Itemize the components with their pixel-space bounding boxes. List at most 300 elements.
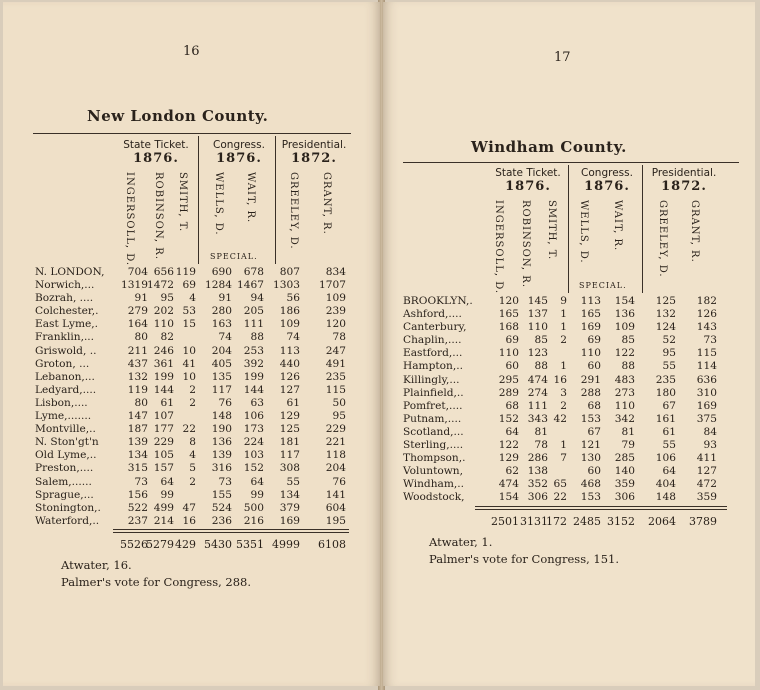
vote-cell: 117 [279,449,300,462]
vote-cell: 499 [153,501,174,514]
table-row [35,331,355,344]
vote-cell: 474 [527,373,548,386]
vote-cell: 88 [534,360,548,373]
vote-cell: 127 [696,465,717,478]
candidate-wells: WELLS, D. [213,172,224,236]
vote-cell: 10 [182,370,196,383]
vote-cell: 1 [560,439,567,452]
candidate-grant: GRANT, R. [321,172,332,235]
vote-cell: 4 [189,292,196,305]
vote-cell: 91 [134,292,148,305]
total-cell: 2064 [648,515,676,528]
vote-cell: 127 [279,383,300,396]
vote-cell: 690 [211,266,232,278]
vote-cell: 235 [325,370,346,383]
table-row [403,478,737,491]
candidate-ingersoll: INGERSOLL, D. [493,200,504,295]
town-name: Lisbon,.... [35,396,88,409]
vote-cell: 74 [218,331,232,344]
vote-cell: 221 [325,436,346,449]
vote-cell: 110 [498,347,519,360]
vote-cell: 229 [325,423,346,436]
total-cell: 5430 [204,538,232,551]
vote-cell: 78 [534,439,548,452]
vote-cell: 64 [662,465,676,478]
totals-rule [475,506,727,507]
vote-cell: 106 [243,410,264,423]
vote-cell: 16 [182,514,196,527]
vote-cell: 2 [189,383,196,396]
town-name: Griswold, .. [35,344,97,357]
vote-cell: 69 [505,334,519,347]
vote-cell: 604 [325,501,346,514]
vote-cell: 310 [696,386,717,399]
vote-cell: 177 [153,423,174,436]
vote-cell: 361 [153,357,174,370]
vote-cell: 113 [580,295,601,307]
table-row [35,318,355,331]
vote-cell: 2 [189,475,196,488]
vote-cell: 110 [527,321,548,334]
vote-cell: 229 [153,436,174,449]
vote-cell: 76 [332,475,346,488]
total-cell: 4999 [272,538,300,551]
vote-cell: 211 [127,344,148,357]
vote-cell: 148 [211,410,232,423]
table-row [403,413,737,426]
candidate-robinson: ROBINSON, R. [153,172,164,261]
vote-cell: 1303 [273,279,300,292]
vote-cell: 95 [332,410,346,423]
vote-cell: 99 [160,488,174,501]
vote-cell: 214 [153,514,174,527]
header-rule [33,133,351,134]
total-cell: 2485 [573,515,601,528]
town-name: Killingly,... [403,373,460,386]
vote-table [403,295,737,505]
vote-cell: 306 [527,491,548,504]
vote-cell: 122 [498,439,519,452]
town-name: Putnam,.... [403,412,462,425]
vote-cell: 169 [580,321,601,334]
total-cell: 5526 [120,538,148,551]
vote-cell: 807 [279,266,300,278]
vote-cell: 132 [127,370,148,383]
column-divider [198,136,199,264]
vote-cell: 41 [182,357,196,370]
vote-cell: 68 [505,399,519,412]
table-row [403,321,737,334]
vote-cell: 106 [655,452,676,465]
table-row [35,266,355,279]
group-header-state-ticket: State Ticket. 1876. [495,167,561,194]
vote-cell: 61 [662,425,676,438]
town-name: Ledyard,.... [35,383,97,396]
total-cell: 3152 [607,515,635,528]
vote-cell: 306 [614,491,635,504]
vote-cell: 115 [696,347,717,360]
vote-cell: 136 [614,308,635,321]
town-name: Franklin,... [35,331,95,344]
vote-cell: 61 [160,396,174,409]
vote-cell: 84 [703,425,717,438]
vote-cell: 69 [182,279,196,292]
vote-cell: 379 [279,501,300,514]
vote-cell: 236 [211,514,232,527]
vote-cell: 286 [527,452,548,465]
vote-cell: 80 [134,396,148,409]
vote-cell: 375 [696,412,717,425]
vote-cell: 182 [696,295,717,307]
total-cell: 5279 [146,538,174,551]
vote-cell: 316 [211,462,232,475]
vote-cell: 124 [655,321,676,334]
vote-cell: 148 [655,491,676,504]
table-row [403,491,737,504]
group-header-state-ticket: State Ticket. 1876. [123,139,189,166]
vote-cell: 82 [160,331,174,344]
vote-cell: 88 [621,360,635,373]
town-name: Groton, ... [35,357,90,370]
vote-cell: 73 [703,334,717,347]
vote-cell: 103 [243,449,264,462]
vote-cell: 64 [505,425,519,438]
table-row [403,347,737,360]
vote-cell: 85 [534,334,548,347]
table-row [35,305,355,318]
vote-cell: 308 [279,462,300,475]
table-row [35,462,355,475]
vote-cell: 411 [696,452,717,465]
vote-cell: 181 [279,436,300,449]
vote-cell: 1472 [147,279,174,292]
totals-row [35,538,355,552]
vote-cell: 22 [553,491,567,504]
page-number: 17 [554,50,571,65]
vote-cell: 119 [127,383,148,396]
vote-cell: 291 [580,373,601,386]
vote-cell: 113 [279,344,300,357]
table-row [403,465,737,478]
vote-cell: 199 [243,370,264,383]
vote-cell: 64 [250,475,264,488]
town-name: East Lyme,. [35,318,98,331]
vote-cell: 53 [182,305,196,318]
vote-cell: 186 [279,305,300,318]
vote-cell: 7 [560,452,567,465]
table-row [403,308,737,321]
town-name: Eastford,... [403,347,463,360]
vote-cell: 1467 [237,279,264,292]
vote-cell: 136 [211,436,232,449]
vote-cell: 315 [127,462,148,475]
vote-cell: 91 [218,292,232,305]
table-row [35,502,355,515]
vote-cell: 154 [614,295,635,307]
vote-cell: 93 [703,439,717,452]
vote-cell: 152 [498,412,519,425]
vote-cell: 1 [560,360,567,373]
town-name: Woodstock, [403,491,465,504]
town-name: Chaplin,.... [403,334,462,347]
candidate-grant: GRANT, R. [689,200,700,263]
vote-cell: 74 [286,331,300,344]
table-row [403,334,737,347]
vote-cell: 120 [498,295,519,307]
vote-cell: 704 [127,266,148,278]
town-name: Voluntown, [403,465,463,478]
vote-cell: 285 [614,452,635,465]
vote-cell: 678 [243,266,264,278]
vote-cell: 237 [127,514,148,527]
vote-cell: 109 [279,318,300,331]
column-divider [568,165,569,293]
note-atwater: Atwater, 16. [61,558,132,572]
vote-cell: 73 [218,475,232,488]
vote-cell: 342 [614,412,635,425]
vote-cell: 247 [325,344,346,357]
vote-cell: 126 [279,370,300,383]
table-row [403,400,737,413]
total-cell: 3131 [520,515,548,528]
vote-cell: 125 [279,423,300,436]
vote-cell: 55 [286,475,300,488]
candidate-robinson: ROBINSON, R. [520,200,531,289]
totals-rule [113,532,349,533]
special-election-label: SPECIAL. [210,252,258,261]
town-name: Sterling,.... [403,439,464,452]
vote-cell: 834 [325,266,346,278]
town-name: Salem,...... [35,475,92,488]
vote-cell: 155 [211,488,232,501]
vote-cell: 135 [211,370,232,383]
special-election-label: SPECIAL. [579,281,627,290]
vote-cell: 79 [621,439,635,452]
vote-cell: 130 [580,452,601,465]
vote-cell: 139 [127,436,148,449]
group-header-congress: Congress. 1876. [213,139,265,166]
vote-cell: 253 [243,344,264,357]
vote-cell: 392 [243,357,264,370]
vote-cell: 5 [189,462,196,475]
vote-cell: 81 [534,425,548,438]
vote-cell: 2 [189,396,196,409]
vote-cell: 107 [153,410,174,423]
vote-cell: 110 [153,318,174,331]
town-name: N. Ston'gt'n [35,436,99,449]
vote-cell: 67 [587,425,601,438]
total-cell: 3789 [689,515,717,528]
vote-cell: 199 [153,370,174,383]
left-page [3,2,380,686]
vote-cell: 169 [279,514,300,527]
column-divider [642,165,643,293]
table-row [35,397,355,410]
vote-cell: 62 [505,465,519,478]
vote-cell: 115 [325,383,346,396]
town-name: Sprague,... [35,488,94,501]
vote-cell: 204 [211,344,232,357]
vote-cell: 274 [527,386,548,399]
vote-cell: 239 [325,305,346,318]
table-row [35,292,355,305]
vote-cell: 15 [182,318,196,331]
totals-row [403,515,737,529]
vote-cell: 405 [211,357,232,370]
group-header-congress: Congress. 1876. [581,167,633,194]
vote-cell: 524 [211,501,232,514]
vote-cell: 1284 [205,279,232,292]
table-row [35,371,355,384]
candidate-smith: SMITH, T. [546,200,557,261]
vote-cell: 169 [696,399,717,412]
total-cell: 429 [175,538,196,551]
table-row [403,452,737,465]
vote-cell: 1 [560,308,567,321]
vote-cell: 153 [580,491,601,504]
vote-cell: 289 [498,386,519,399]
vote-cell: 168 [498,321,519,334]
vote-cell: 205 [243,305,264,318]
vote-cell: 165 [580,308,601,321]
note-palmer: Palmer's vote for Congress, 288. [61,575,252,589]
total-cell: 172 [546,515,567,528]
vote-cell: 180 [655,386,676,399]
town-name: Plainfield,.. [403,386,464,399]
vote-cell: 132 [655,308,676,321]
vote-cell: 129 [279,410,300,423]
vote-cell: 144 [153,383,174,396]
vote-cell: 359 [696,491,717,504]
vote-cell: 64 [160,475,174,488]
town-name: N. LONDON, [35,266,105,278]
vote-cell: 123 [527,347,548,360]
vote-cell: 16 [553,373,567,386]
header-rule [403,162,739,163]
candidate-greeley: GREELEY, D. [288,172,299,250]
group-header-presidential: Presidential. 1872. [651,167,717,194]
vote-cell: 187 [127,423,148,436]
vote-cell: 656 [153,266,174,278]
total-cell: 5351 [236,538,264,551]
vote-cell: 202 [153,305,174,318]
vote-cell: 129 [498,452,519,465]
vote-cell: 1707 [319,279,346,292]
right-page [383,2,755,686]
vote-cell: 118 [325,449,346,462]
candidate-wait: WAIT, R. [612,200,623,252]
town-name: Old Lyme,.. [35,449,97,462]
vote-cell: 76 [218,396,232,409]
vote-cell: 163 [211,318,232,331]
table-row [35,384,355,397]
vote-cell: 121 [580,439,601,452]
vote-cell: 95 [662,347,676,360]
town-name: Pomfret,.... [403,399,463,412]
vote-cell: 122 [614,347,635,360]
vote-cell: 105 [153,449,174,462]
vote-cell: 69 [587,334,601,347]
table-row [35,358,355,371]
totals-rule [475,509,727,510]
vote-cell: 279 [127,305,148,318]
vote-cell: 109 [325,292,346,305]
vote-cell: 173 [243,423,264,436]
vote-cell: 491 [325,357,346,370]
vote-cell: 47 [182,501,196,514]
vote-cell: 153 [580,412,601,425]
vote-cell: 60 [587,465,601,478]
vote-cell: 88 [250,331,264,344]
vote-cell: 138 [527,465,548,478]
vote-cell: 288 [580,386,601,399]
vote-cell: 117 [211,383,232,396]
table-row [35,515,355,528]
vote-cell: 110 [614,399,635,412]
vote-cell: 10 [182,344,196,357]
vote-cell: 22 [182,423,196,436]
vote-cell: 8 [189,436,196,449]
vote-cell: 156 [127,488,148,501]
vote-cell: 404 [655,478,676,491]
vote-cell: 134 [279,488,300,501]
table-row [403,374,737,387]
vote-cell: 190 [211,423,232,436]
vote-cell: 65 [553,478,567,491]
vote-cell: 110 [580,347,601,360]
total-cell: 6108 [318,538,346,551]
table-row [35,410,355,423]
table-row [35,279,355,292]
vote-cell: 109 [614,321,635,334]
column-divider [275,136,276,264]
totals-rule [113,529,349,530]
table-row [403,295,737,308]
vote-cell: 95 [160,292,174,305]
vote-cell: 164 [127,318,148,331]
vote-cell: 1319 [121,279,148,292]
town-name: Norwich,... [35,279,95,292]
vote-cell: 2 [560,334,567,347]
county-title: New London County. [87,107,269,125]
vote-cell: 204 [325,462,346,475]
vote-cell: 67 [662,399,676,412]
vote-cell: 73 [134,475,148,488]
vote-cell: 114 [696,360,717,373]
vote-cell: 78 [332,331,346,344]
vote-cell: 137 [527,308,548,321]
vote-cell: 1 [560,321,567,334]
town-name: Ashford,.... [403,308,462,321]
vote-cell: 152 [243,462,264,475]
vote-cell: 60 [505,360,519,373]
table-row [403,360,737,373]
vote-table [35,266,355,528]
vote-cell: 195 [325,514,346,527]
vote-cell: 216 [243,514,264,527]
vote-cell: 68 [587,399,601,412]
vote-cell: 246 [153,344,174,357]
vote-cell: 119 [175,266,196,278]
vote-cell: 352 [527,478,548,491]
vote-cell: 343 [527,412,548,425]
vote-cell: 125 [655,295,676,307]
vote-cell: 141 [325,488,346,501]
town-name: Scotland,... [403,425,464,438]
town-name: Hampton,.. [403,360,463,373]
vote-cell: 111 [243,318,264,331]
town-name: Preston,.... [35,462,94,475]
